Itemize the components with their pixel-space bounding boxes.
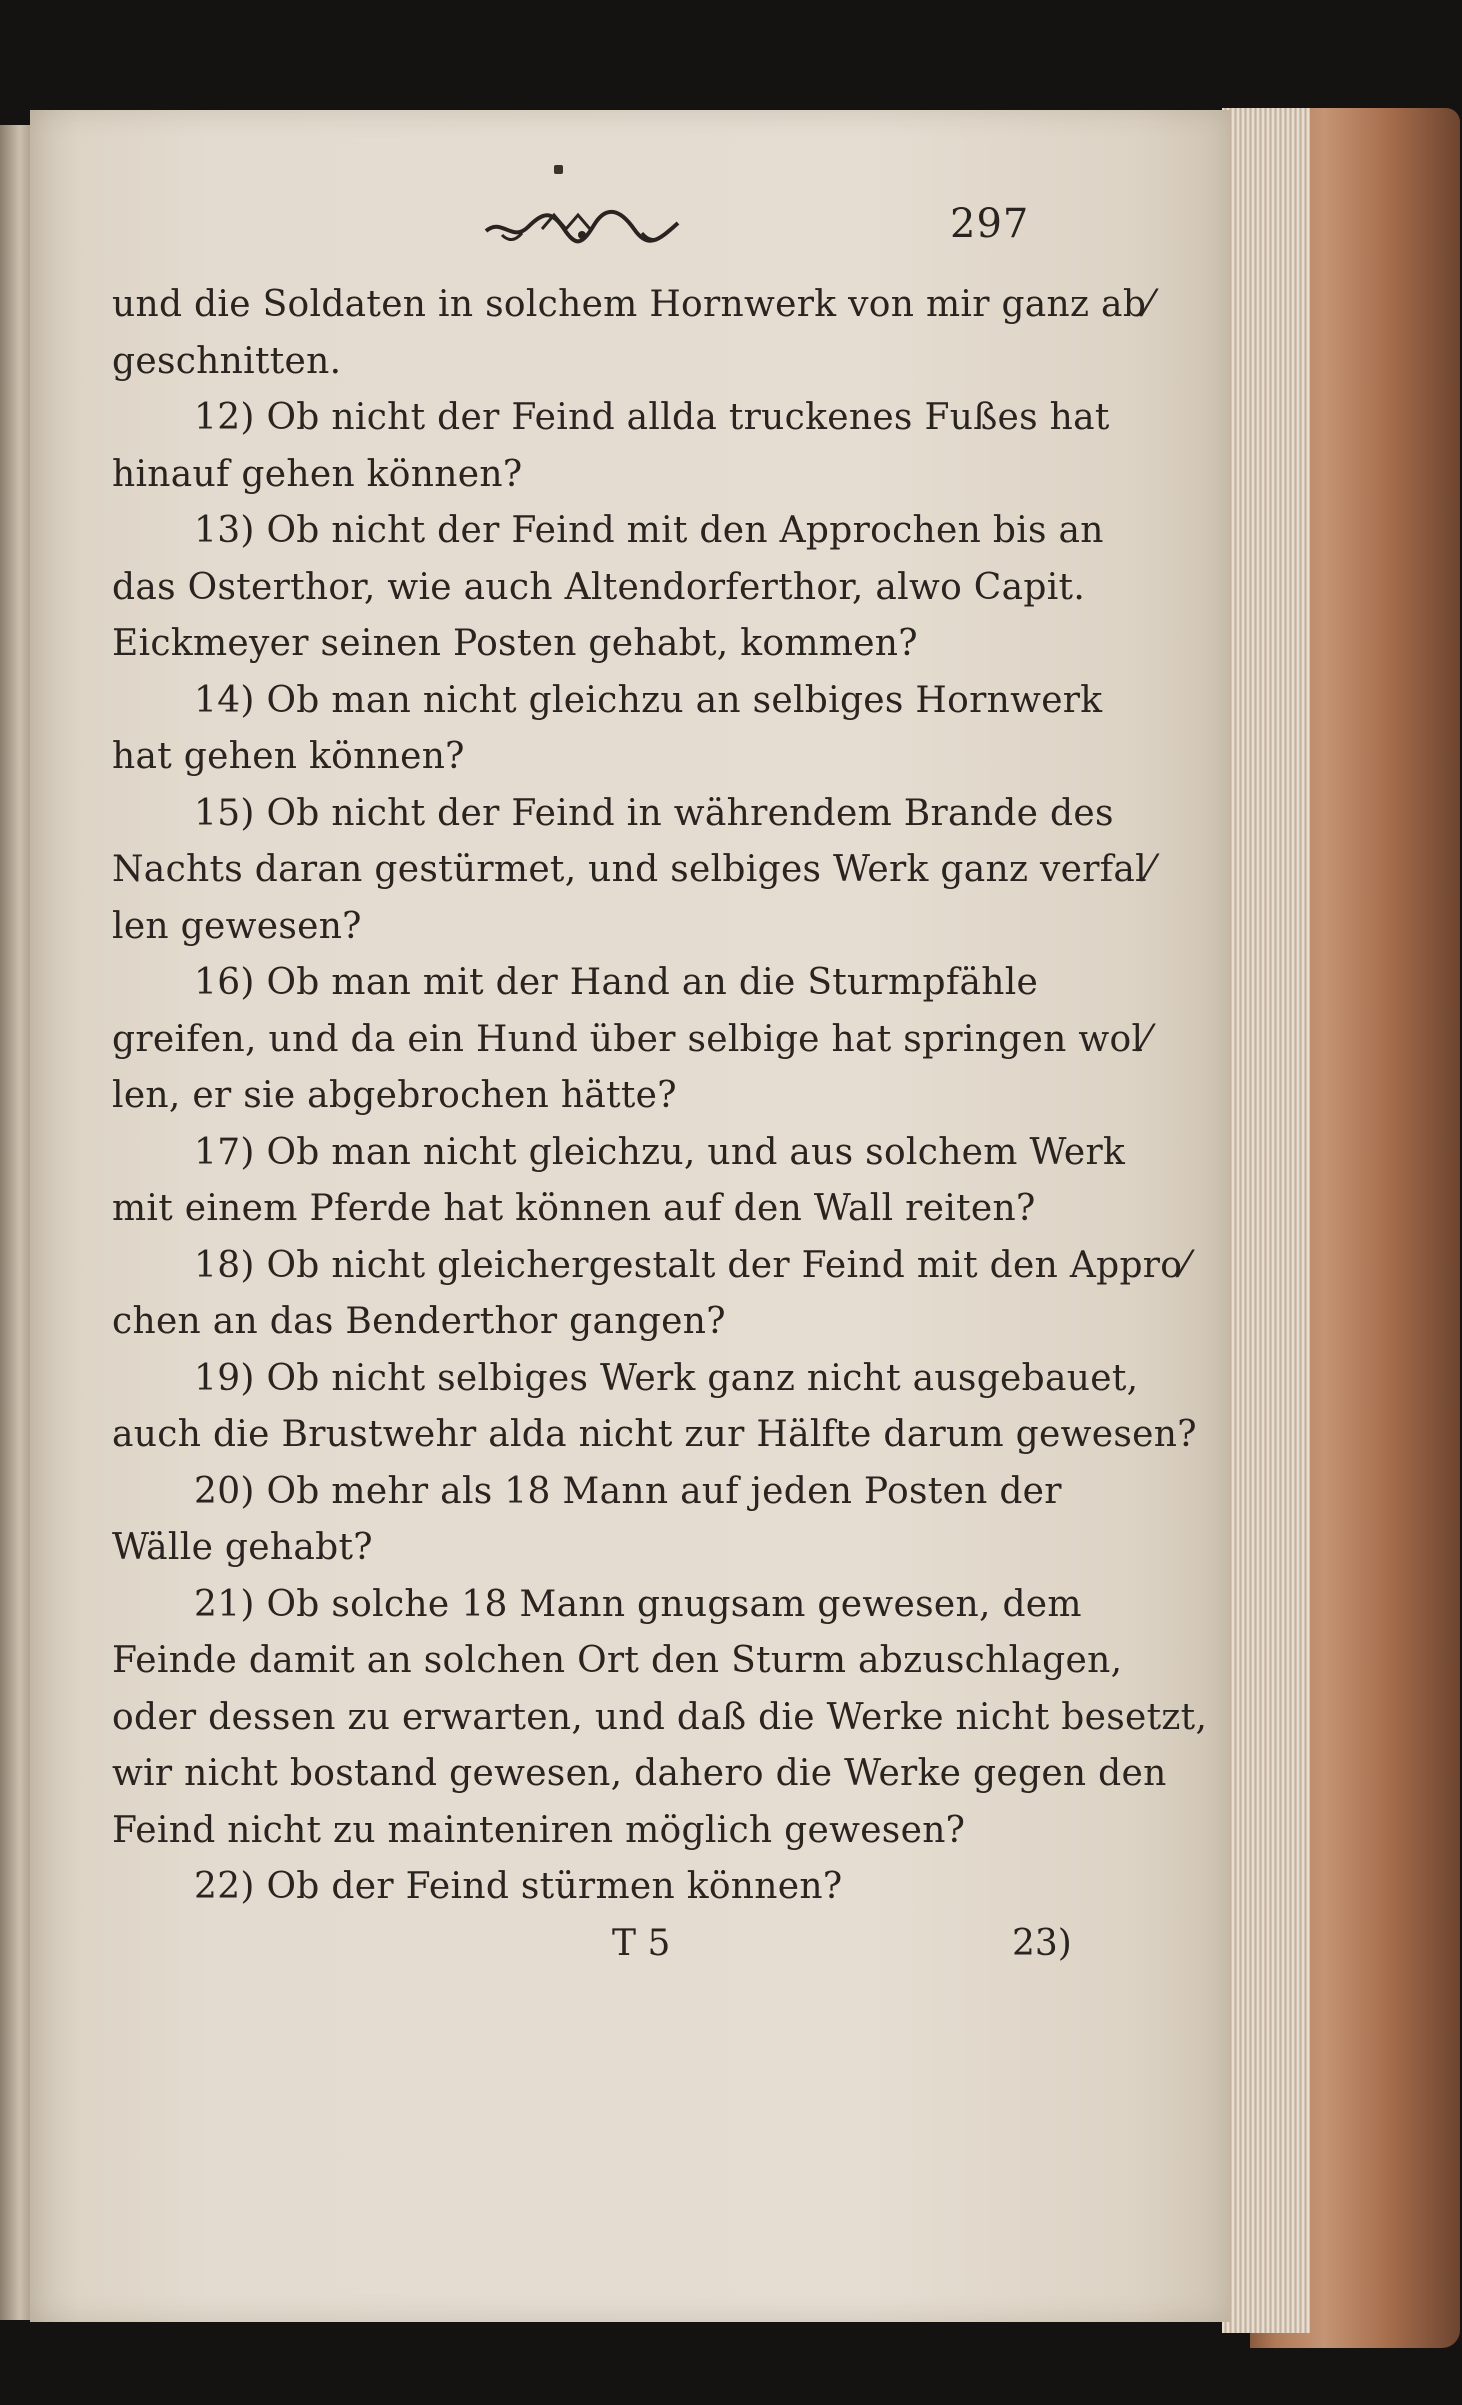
- text-line: 20) Ob mehr als 18 Mann auf jeden Posten der: [194, 1470, 1062, 1512]
- text-line: Nachts daran gestürmet, und selbiges Werk ganz verfal⁄: [112, 849, 1154, 890]
- text-line: Feinde damit an solchen Ort den Sturm abzuschlagen,: [112, 1640, 1123, 1681]
- text-line: 21) Ob solche 18 Mann gnugsam gewesen, dem: [194, 1583, 1082, 1625]
- signature-mark: T 5: [612, 1922, 671, 1964]
- page-text-block: [112, 195, 1208, 1972]
- text-line: und die Soldaten in solchem Hornwerk von mir ganz ab⁄: [112, 284, 1153, 325]
- text-line: 15) Ob nicht der Feind in währendem Brande des: [194, 792, 1114, 834]
- text-line: oder dessen zu erwarten, und daß die Werke nicht besetzt,: [112, 1696, 1208, 1738]
- text-line: greifen, und da ein Hund über selbige hat springen wol⁄: [112, 1018, 1150, 1060]
- text-line: hinauf gehen können?: [112, 453, 523, 495]
- page-number: 297: [950, 201, 1030, 247]
- text-line: chen an das Benderthor gangen?: [112, 1301, 726, 1342]
- text-line: 13) Ob nicht der Feind mit den Approchen bis an: [194, 510, 1104, 551]
- page-block-edge: [1222, 108, 1310, 2333]
- text-line: das Osterthor, wie auch Altendorferthor, alwo Capit.: [112, 566, 1086, 608]
- text-line: 12) Ob nicht der Feind allda truckenes Fußes hat: [194, 397, 1110, 438]
- floral-ornament-icon: [482, 205, 682, 250]
- text-line: 19) Ob nicht selbiges Werk ganz nicht ausgebauet,: [194, 1357, 1139, 1399]
- text-line: Eickmeyer seinen Posten gehabt, kommen?: [112, 623, 918, 664]
- catchword: 23): [1012, 1922, 1072, 1964]
- text-line: 18) Ob nicht gleichergestalt der Feind mit den Appro⁄: [194, 1244, 1189, 1286]
- text-line: Wälle gehabt?: [112, 1527, 373, 1568]
- text-line: 16) Ob man mit der Hand an die Sturmpfähle: [194, 962, 1039, 1003]
- text-line: 22) Ob der Feind stürmen können?: [194, 1866, 843, 1907]
- text-line: len gewesen?: [112, 905, 362, 947]
- ink-mark: [554, 165, 563, 174]
- page-header: [112, 195, 1067, 277]
- text-line: 17) Ob man nicht gleichzu, und aus solchem Werk: [194, 1131, 1126, 1173]
- text-line: len, er sie abgebrochen hätte?: [112, 1075, 677, 1116]
- page-footer: [112, 1916, 1072, 1972]
- text-line: geschnitten.: [112, 340, 342, 382]
- text-line: auch die Brustwehr alda nicht zur Hälfte darum gewesen?: [112, 1414, 1197, 1455]
- text-line: 14) Ob man nicht gleichzu an selbiges Hornwerk: [194, 679, 1103, 721]
- text-line: hat gehen können?: [112, 736, 465, 777]
- text-line: wir nicht bostand gewesen, dahero die Werke gegen den: [112, 1753, 1167, 1794]
- text-line: Feind nicht zu mainteniren möglich gewesen?: [112, 1809, 966, 1851]
- text-line: mit einem Pferde hat können auf den Wall reiten?: [112, 1188, 1036, 1229]
